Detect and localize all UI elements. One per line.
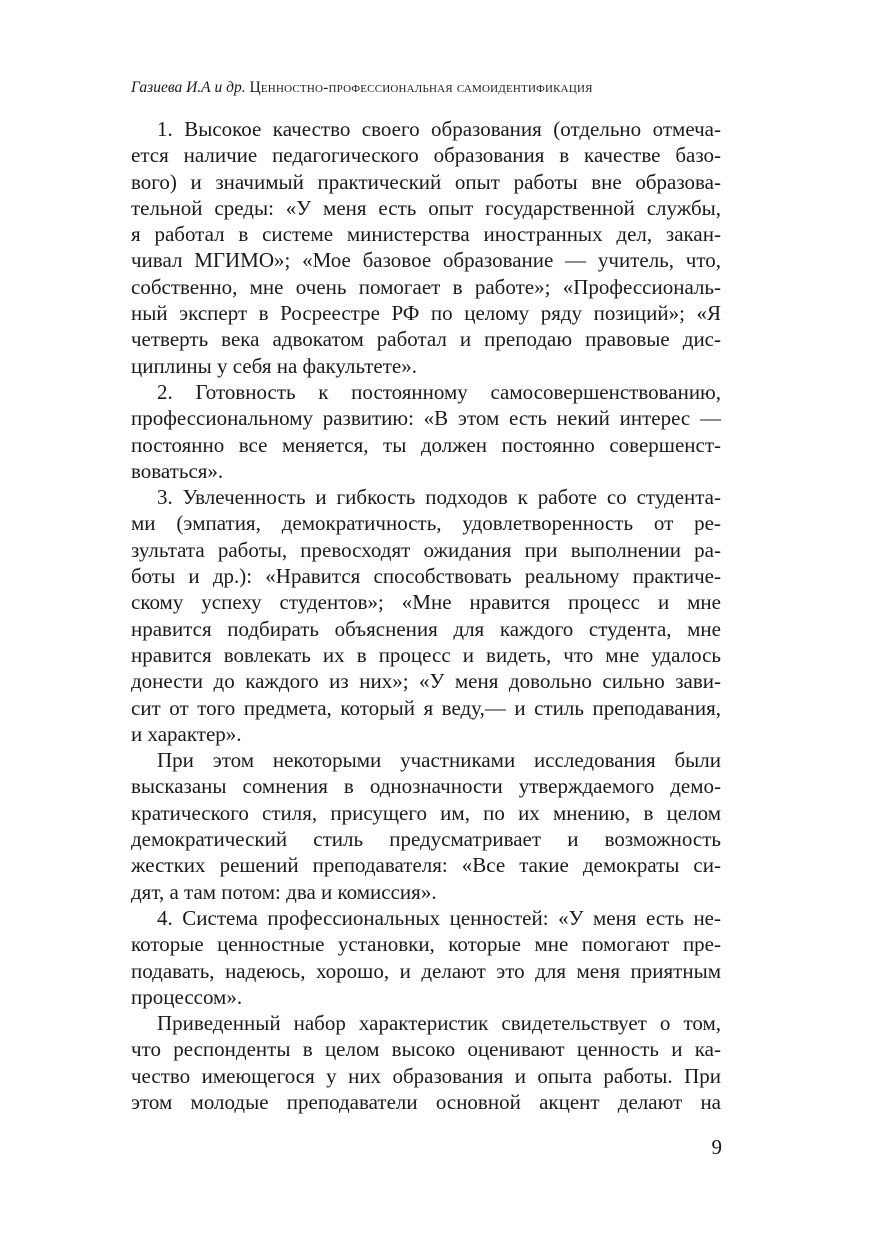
text-line: подавать, надеюсь, хорошо, и делают это для меня приятным — [131, 958, 721, 983]
text-line: демократический стиль предусматривает и возможность — [131, 827, 721, 852]
text-line: скому успеху студентов»; «Мне нравится процесс и мне — [131, 590, 721, 615]
text-line: процессом». — [131, 984, 243, 1009]
text-line: я работал в системе министерства иностранных дел, закан- — [131, 222, 721, 247]
text-line: вого) и значимый практический опыт работы вне образова- — [131, 169, 721, 194]
text-line: собственно, мне очень помогает в работе»; «Профессиональ- — [131, 274, 721, 299]
text-line: воваться». — [131, 458, 224, 483]
text-line: которые ценностные установки, которые мне помогают пре- — [131, 932, 721, 957]
running-head-authors: Газиева И.А и др. — [131, 79, 246, 96]
text-line: циплины у себя на факультете». — [131, 353, 417, 378]
text-line: нравится вовлекать их в процесс и видеть, что мне удалось — [131, 642, 721, 667]
text-line: нравится подбирать объяснения для каждого студента, мне — [131, 616, 721, 641]
text-line: сит от того предмета, который я веду,— и стиль преподавания, — [131, 695, 721, 720]
text-line: боты и др.): «Нравится способствовать реальному практиче- — [131, 564, 721, 589]
text-line: этом молодые преподаватели основной акцент делают на — [131, 1089, 721, 1114]
text-line: 2. Готовность к постоянному самосовершенствованию, — [157, 379, 721, 404]
text-line: дят, а там потом: два и комиссия». — [131, 879, 437, 904]
text-line: 1. Высокое качество своего образования (отдельно отмеча- — [157, 117, 721, 141]
text-line: Приведенный набор характеристик свидетельствует о том, — [157, 1011, 721, 1036]
text-line: тельной среды: «У меня есть опыт государственной службы, — [131, 195, 721, 220]
text-line: четверть века адвокатом работал и преподаю правовые дис- — [131, 327, 721, 352]
text-line: что респонденты в целом высоко оценивают ценность и ка- — [131, 1037, 721, 1062]
text-line: 4. Система профессиональных ценностей: «У меня есть не- — [157, 905, 721, 930]
page-number: 9 — [711, 1135, 722, 1159]
text-line: 3. Увлеченность и гибкость подходов к работе со студента- — [157, 485, 721, 510]
text-line: высказаны сомнения в однозначности утверждаемого демо- — [131, 774, 721, 799]
body-text — [131, 116, 721, 1115]
text-line: зультата работы, превосходят ожидания при выполнении ра- — [131, 537, 721, 562]
text-line: донести до каждого из них»; «У меня довольно сильно зави- — [131, 669, 721, 694]
text-line: постоянно все меняется, ты должен постоянно совершенст- — [131, 432, 721, 457]
text-line: ется наличие педагогического образования в качестве базо- — [131, 143, 721, 168]
running-head — [131, 77, 731, 99]
text-line: чество имеющегося у них образования и опыта работы. При — [131, 1063, 721, 1088]
text-line: При этом некоторыми участниками исследования были — [157, 748, 721, 773]
text-line: ный эксперт в Росреестре РФ по целому ряду позиций»; «Я — [131, 301, 721, 326]
running-head-title: Ценностно-профессиональная самоидентификация — [249, 79, 593, 96]
text-line: ми (эмпатия, демократичность, удовлетворенность от ре- — [131, 511, 721, 536]
text-line: чивал МГИМО»; «Мое базовое образование — учитель, что, — [131, 248, 721, 273]
text-line: профессиональному развитию: «В этом есть некий интерес — — [131, 406, 721, 431]
text-line: кратического стиля, присущего им, по их мнению, в целом — [131, 800, 721, 825]
text-line: и характер». — [131, 721, 242, 746]
text-line: жестких решений преподавателя: «Все такие демократы си- — [131, 853, 721, 878]
